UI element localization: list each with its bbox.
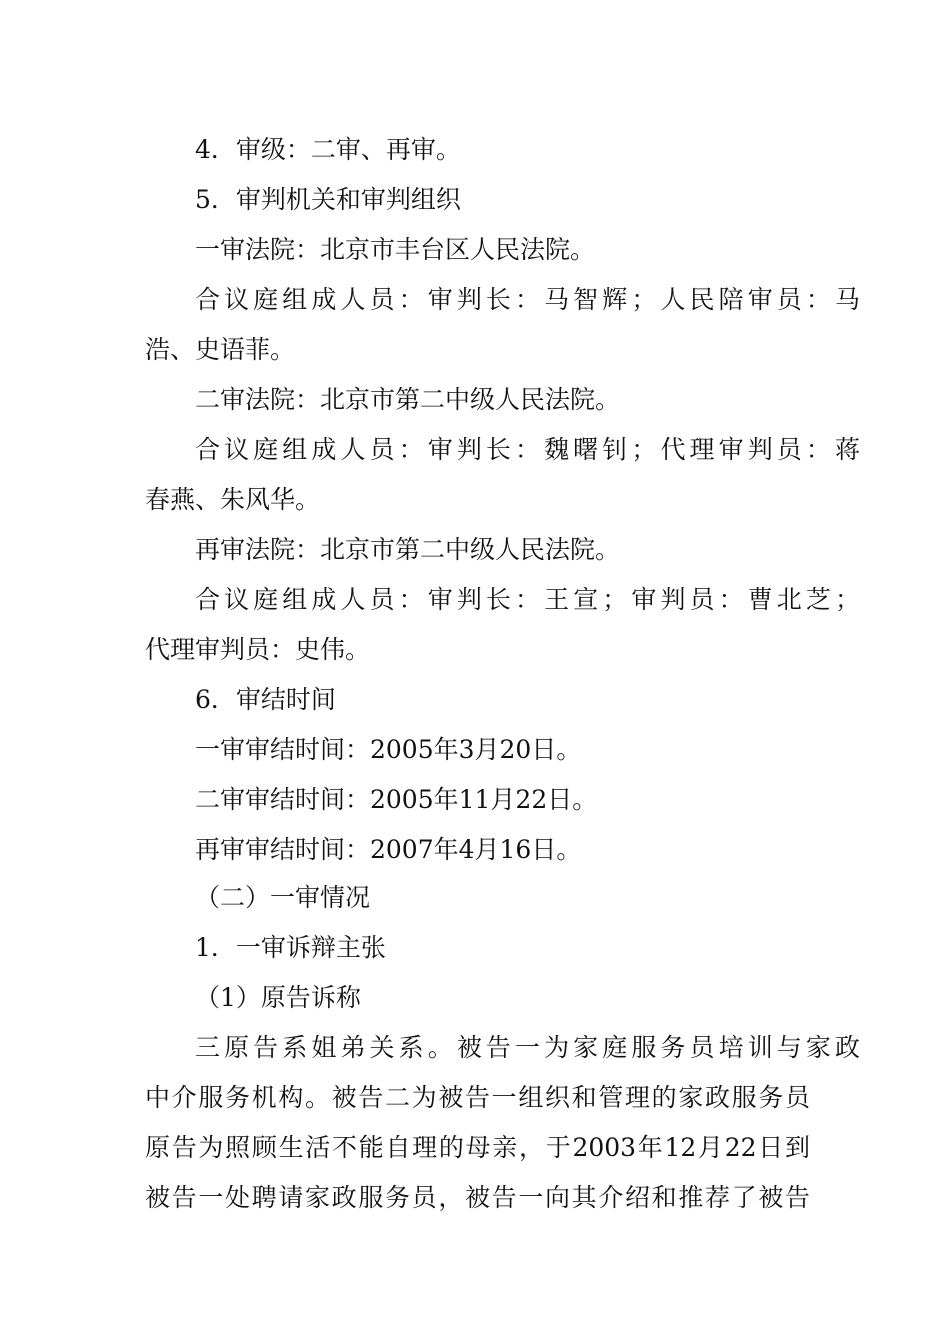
line-first-panel-cont: 浩、史语菲。 xyxy=(145,335,296,364)
line-paragraph-1: 三原告系姐弟关系。被告一为家庭服务员培训与家政 xyxy=(195,1033,860,1062)
line-part-2-heading: （二）一审情况 xyxy=(195,883,371,912)
line-first-instance-court: 一审法院：北京市丰台区人民法院。 xyxy=(195,235,596,264)
line-retrial-panel: 合议庭组成人员：审判长：王宣；审判员：曹北芝； xyxy=(195,585,860,614)
line-first-conclusion-date: 一审审结时间：2005年3月20日。 xyxy=(195,735,582,764)
line-retrial-panel-cont: 代理审判员：史伟。 xyxy=(145,635,371,664)
line-second-conclusion-date: 二审审结时间：2005年11月22日。 xyxy=(195,785,598,814)
line-second-panel-cont: 春燕、朱风华。 xyxy=(145,485,321,514)
line-paragraph-3: 原告为照顾生活不能自理的母亲，于2003年12月22日到 xyxy=(145,1133,810,1162)
line-section-1-heading: 1．一审诉辩主张 xyxy=(195,933,386,962)
line-paragraph-4: 被告一处聘请家政服务员，被告一向其介绍和推荐了被告 xyxy=(145,1183,810,1212)
line-retrial-conclusion-date: 再审审结时间：2007年4月16日。 xyxy=(195,835,582,864)
line-plaintiff-claim-heading: （1）原告诉称 xyxy=(195,983,361,1012)
line-retrial-court: 再审法院：北京市第二中级人民法院。 xyxy=(195,535,621,564)
line-second-panel: 合议庭组成人员：审判长：魏曙钊；代理审判员：蒋 xyxy=(195,435,860,464)
line-section-6-heading: 6．审结时间 xyxy=(195,685,336,714)
line-second-instance-court: 二审法院：北京市第二中级人民法院。 xyxy=(195,385,621,414)
line-paragraph-2: 中介服务机构。被告二为被告一组织和管理的家政服务员 xyxy=(145,1083,810,1112)
line-first-panel: 合议庭组成人员：审判长：马智辉；人民陪审员：马 xyxy=(195,285,860,314)
line-section-5-heading: 5．审判机关和审判组织 xyxy=(195,185,461,214)
line-trial-level: 4．审级：二审、再审。 xyxy=(195,135,461,164)
